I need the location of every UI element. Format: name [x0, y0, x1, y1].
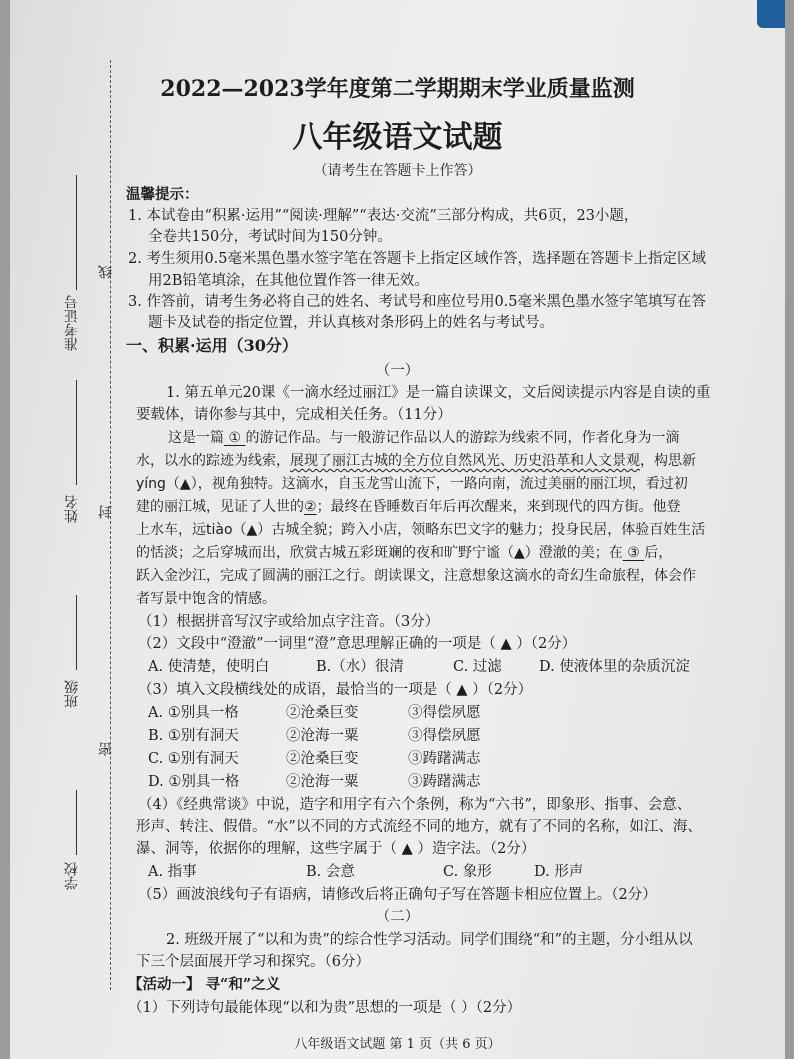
option: ②沧海一粟 — [286, 728, 359, 744]
option: ③得偿夙愿 — [408, 728, 481, 744]
option: ②沧海一粟 — [286, 774, 359, 790]
option: A. 使清楚，使明白 — [148, 659, 270, 675]
passage-line: 跃入金沙江，完成了圆满的丽江之行。朗读课文，注意想象这滴水的奇幻生命旅程，体会作 — [136, 568, 696, 584]
activity-heading: 【活动一】 寻“和”之义 — [128, 976, 281, 993]
school-line — [76, 790, 77, 855]
tips-heading: 温馨提示： — [126, 186, 199, 203]
tips-line: 题卡及试卷的指定位置，并认真核对条形码上的姓名与考试号。 — [148, 315, 554, 331]
passage-line: 者写景中饱含的情感。 — [136, 591, 276, 607]
option: B.（水）很清 — [316, 659, 404, 675]
tips-line: 2. 考生须用0.5毫米黑色墨水签字笔在答题卡上指定区域作答，选择题在答题卡上指定区域 — [128, 251, 706, 267]
passage-line: 这是一篇 ① 的游记作品。与一般游记作品以人的游踪为线索不同，作者化身为一滴 — [168, 430, 680, 446]
name-line — [76, 380, 77, 485]
passage-line: 水，以水的踪迹为线索，展现了丽江古城的全方位自然风光、历史沿革和人文景观，构思新 — [136, 453, 696, 469]
option: C. 象形 — [443, 864, 492, 880]
sub-question-3: （3）填入文段横线处的成语，最恰当的一项是（ ▲ ）（2分） — [138, 682, 533, 698]
option: D. 使液体里的杂质沉淀 — [539, 659, 690, 675]
sub-question-4: 形声、转注、假借。“水”以不同的方式流经不同的地方，就有了不同的名称，如江、海、 — [136, 819, 702, 835]
class-line — [76, 595, 77, 670]
school-label: 学校 — [64, 862, 80, 890]
option: B. 会意 — [306, 864, 355, 880]
seal-line-label: 线 — [98, 265, 114, 279]
part-heading: （二） — [375, 909, 420, 925]
sub-question-2: （2）文段中“澄澈”一词里“澄”意思理解正确的一项是（ ▲ ）（2分） — [138, 636, 577, 652]
class-label: 班级 — [64, 680, 80, 708]
seal-seal-label: 封 — [98, 505, 114, 519]
wavy-sentence: 展现了丽江古城的全方位自然风光、历史沿革和人文景观 — [290, 453, 640, 469]
exam-title: 2022—2023学年度第二学期期末学业质量监测 — [160, 76, 635, 102]
blank-2: ② — [304, 499, 317, 515]
option: ②沧桑巨变 — [286, 751, 359, 767]
tips-line: 3. 作答前，请考生务必将自己的姓名、考试号和座位号用0.5毫米黑色墨水签字笔填写在答 — [128, 294, 706, 310]
question-1-text: 要载体，请你参与其中，完成相关任务。（11分） — [136, 407, 452, 423]
exam-subject-title: 八年级语文试题 — [292, 120, 503, 155]
tips-line: 1. 本试卷由“积累·运用”“阅读·理解”“表达·交流”三部分构成，共6页，23小题， — [128, 208, 639, 224]
part-heading: （一） — [375, 363, 420, 379]
passage-line: 的恬淡；之后穿城而出，欣赏古城五彩斑斓的夜和旷野宁谧（▲）澄澈的美；在 ③ 后， — [136, 545, 673, 561]
blank-3: ③ — [622, 545, 645, 561]
tips-line: 全卷共150分，考试时间为150分钟。 — [148, 229, 392, 245]
passage-line: 上水车，远tiào（▲）古城全貌；跨入小店，领略东巴文字的魅力；投身民居，体验百姓生活 — [136, 522, 706, 538]
option: D. ①别具一格 — [148, 774, 240, 790]
passage-line: 建的丽江城，见证了人世的②；最终在昏睡数百年后再次醒来，来到现代的四方街。他登 — [136, 499, 681, 515]
sub-question-4: 瀑、洞等，依据你的理解，这些字属于（ ▲ ）造字法。（2分） — [136, 841, 536, 857]
binding-dashed-line — [110, 60, 111, 990]
section-heading: 一、积累·运用（30分） — [126, 336, 298, 355]
question-2-text: 2. 班级开展了“以和为贵”的综合性学习活动。同学们围绕“和”的主题，分小组从以 — [166, 932, 693, 948]
option: D. 形声 — [534, 864, 584, 880]
corner-tab — [757, 0, 785, 28]
name-label: 姓名 — [64, 495, 80, 523]
option: A. 指事 — [148, 864, 197, 880]
sub-question-5: （5）画波浪线句子有语病，请修改后将正确句子写在答题卡相应位置上。（2分） — [138, 887, 657, 903]
activity-question: （1）下列诗句最能体现“以和为贵”思想的一项是（ ）（2分） — [128, 1000, 522, 1016]
option: ③踌躇满志 — [408, 774, 481, 790]
page-footer: 八年级语文试题 第 1 页（共 6 页） — [294, 1037, 501, 1052]
option: ③得偿夙愿 — [408, 705, 481, 721]
seal-secret-label: 密 — [98, 742, 114, 756]
option: C. ①别有洞天 — [148, 751, 239, 767]
question-1-text: 1. 第五单元20课《一滴水经过丽江》是一篇自读课文，文后阅读提示内容是自读的重 — [166, 385, 711, 401]
blank-1: ① — [224, 430, 246, 446]
tips-line: 用2B铅笔填涂，在其他位置作答一律无效。 — [148, 273, 429, 289]
passage-line: yíng（▲），视角独特。这滴水，自玉龙雪山流下，一路向南，流过美丽的丽江坝，看过初 — [136, 476, 688, 492]
sub-question-4: （4）《经典常谈》中说，造字和用字有六个条例，称为“六书”，即象形、指事、会意、 — [138, 797, 692, 813]
option: A. ①别具一格 — [148, 705, 239, 721]
question-2-text: 下三个层面展开学习和探究。（6分） — [136, 954, 370, 970]
option: ③踌躇满志 — [408, 751, 481, 767]
sub-question-1: （1）根据拼音写汉字或给加点字注音。（3分） — [138, 614, 440, 630]
exam-subtitle: （请考生在答题卡上作答） — [313, 163, 482, 179]
option: C. 过滤 — [453, 659, 502, 675]
option: B. ①别有洞天 — [148, 728, 239, 744]
option: ②沧桑巨变 — [286, 705, 359, 721]
exam-no-label: 准考证号 — [64, 295, 80, 351]
exam-paper — [10, 0, 785, 1059]
exam-no-line — [76, 175, 77, 290]
